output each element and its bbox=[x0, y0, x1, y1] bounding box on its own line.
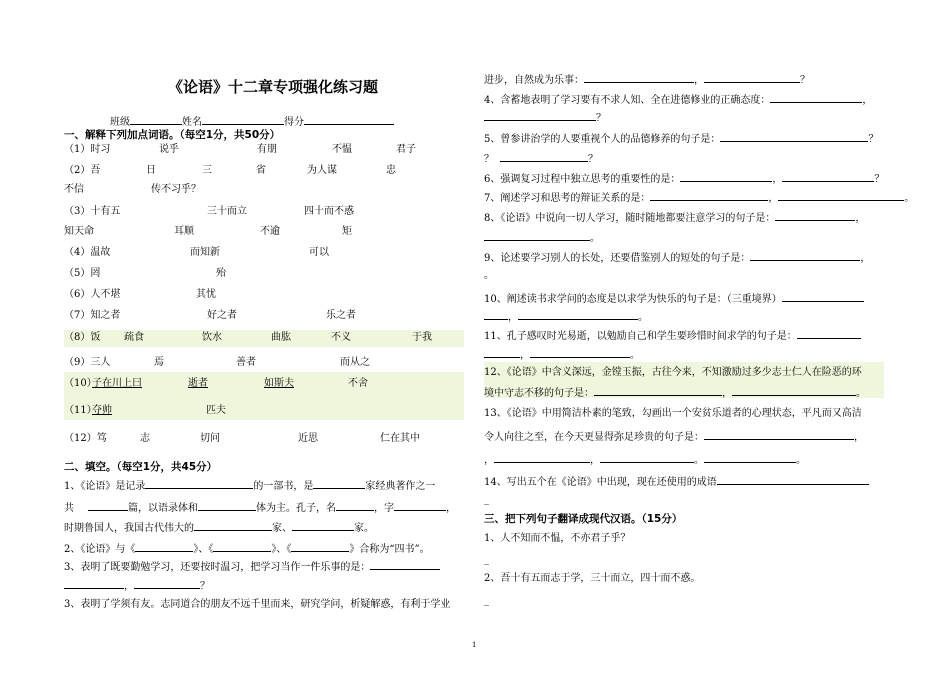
fill-line: ， 。 bbox=[484, 347, 640, 363]
fill-line: 。 bbox=[484, 270, 494, 281]
fill-line: 2、《论语》与《 》、《 》、《 》合称为“四书”。 bbox=[64, 541, 430, 557]
fill-line: 。 bbox=[484, 230, 600, 246]
fill-line: 9、论述要学习别人的长处，还要借鉴别人的短处的句子是： ， bbox=[484, 250, 870, 266]
fill-line: 10、阐述读书求学问的态度是以求学为快乐的句子是：（三重境界） bbox=[484, 291, 864, 307]
fill-line: 境中守志不移的句子是： ， 。 bbox=[484, 385, 866, 401]
student-info: 班级 姓名 得分 bbox=[110, 114, 394, 130]
fill-line: 12、《论语》中含义深远，金镗玉振，古往今来，不知激励过多少志士仁人在险恶的环 bbox=[484, 367, 862, 378]
fill-line: 8、《论语》中说向一切人学习，随时随地都要注意学习的句子是： ， bbox=[484, 210, 865, 226]
fill-line: ， ， 。 。 bbox=[484, 452, 806, 468]
fill-line: 时期鲁国人，我国古代伟大的 家、 家。 bbox=[64, 520, 374, 536]
fill-line: 6、强调复习过程中独立思考的重要性的是： ， ？ bbox=[484, 171, 884, 187]
dash-mark: _ bbox=[484, 494, 489, 505]
fill-line: 13、《论语》中用简洁朴素的笔致，勾画出一个安贫乐道者的心理状态，平凡而又高洁 bbox=[484, 408, 862, 419]
fill-line: ， 。 bbox=[484, 309, 648, 325]
translate-question-1: 1、人不知而不愠，不亦君子乎？ bbox=[484, 533, 631, 544]
section-3-heading: 三、把下列句子翻译成现代汉语。（15分） bbox=[484, 513, 683, 525]
fill-line: 11、孔子感叹时光易逝，以勉励自己和学生要珍惜时间求学的句子是： bbox=[484, 328, 861, 344]
fill-line: 进步，自然成为乐事： ， ？ bbox=[484, 72, 810, 88]
fill-line: ？ ？ bbox=[484, 151, 598, 167]
translate-question-2: 2、吾十有五而志于学，三十而立，四十而不惑。 bbox=[484, 573, 701, 584]
page-number: 1 bbox=[472, 641, 477, 649]
section-2-heading: 二、填空。（每空1分，共45分） bbox=[64, 461, 218, 473]
fill-line: 1、《论语》是记录 的一部书，是 家经典著作之一 bbox=[64, 478, 435, 494]
fill-line: 14、写出五个在《论语》中出现，现在还使用的成语 bbox=[484, 474, 869, 490]
fill-line: ？ bbox=[484, 110, 606, 126]
fill-line: 7、阐述学习和思考的辩证关系的是： ， 。 bbox=[484, 190, 914, 206]
fill-line: 4、含蓄地表明了学习要有不求人知、全在进德修业的正确态度： ， bbox=[484, 92, 872, 108]
fill-line: ， ？ bbox=[64, 578, 210, 594]
section-1-heading: 一、解释下列加点词语。（每空1分，共50分） bbox=[64, 129, 281, 141]
fill-line: 共 篇，以语录体和 体为主。孔子，名 ，字 ， bbox=[64, 500, 456, 516]
dash-mark: _ bbox=[484, 595, 489, 606]
fill-line: 令人向往之至，在今天更显得弥足珍贵的句子是： ， bbox=[484, 429, 864, 445]
fill-line: 3、表明了既要勤勉学习，还要按时温习，把学习当作一件乐事的是： bbox=[64, 559, 440, 575]
fill-line: 5、曾参讲治学的人要重视个人的品德修养的句子是： ？ bbox=[484, 131, 878, 147]
page-title: 《论语》十二章专项强化练习题 bbox=[168, 78, 379, 96]
dash-mark: _ bbox=[484, 554, 489, 565]
fill-line: 3、表明了学须有友。志同道合的朋友不远千里而来，研究学问，析疑解惑，有利于学业 bbox=[64, 599, 451, 610]
